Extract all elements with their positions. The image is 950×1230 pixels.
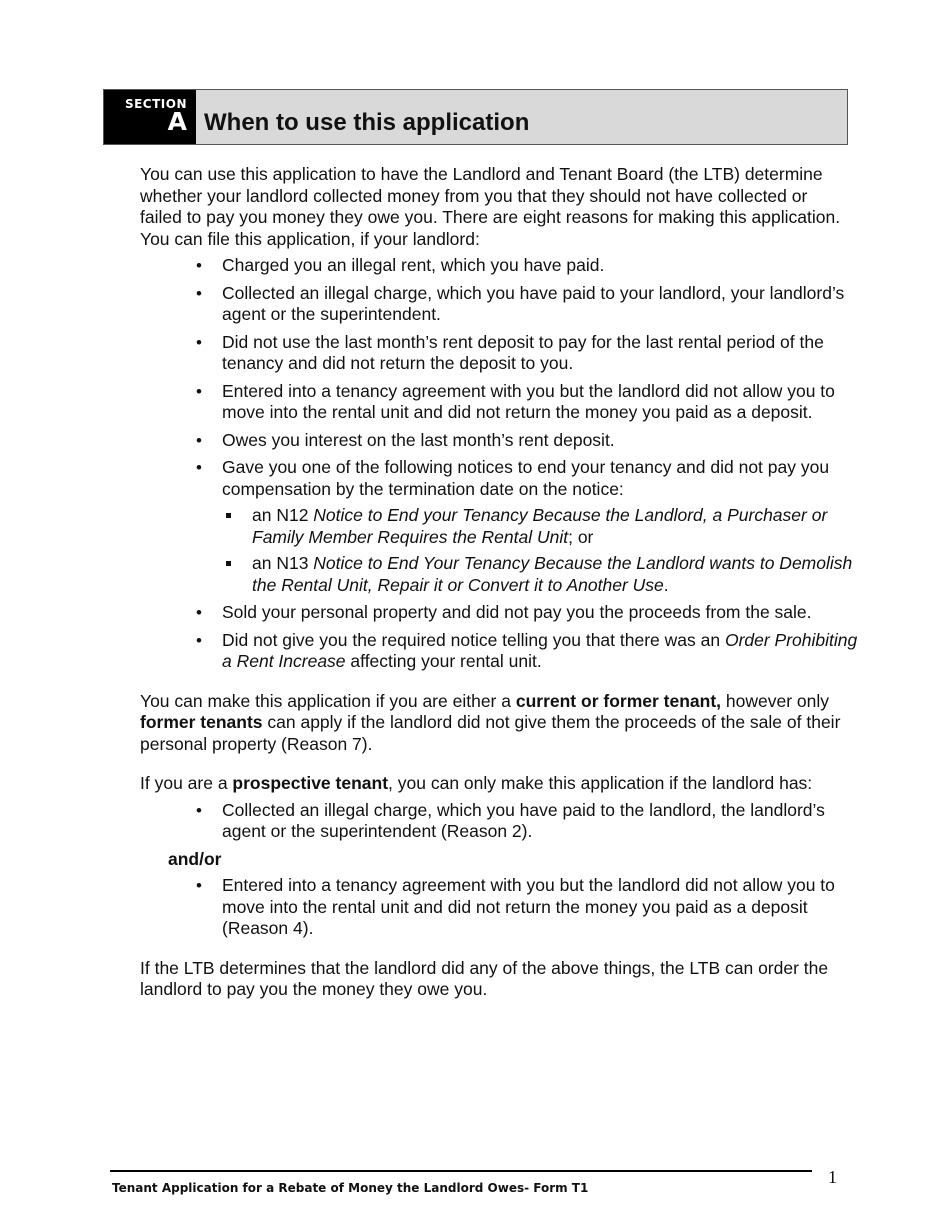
section-title: When to use this application: [204, 109, 530, 136]
section-tag: [104, 90, 196, 144]
page-number: 1: [828, 1167, 837, 1187]
bullet-icon: •: [196, 630, 202, 650]
notice-item-n12: an N12 Notice to End your Tenancy Because the Landlord, a Purchaser or Family Member Requires the Rental Unit; or: [222, 505, 860, 548]
reasons-list: [140, 255, 860, 673]
bullet-icon: •: [196, 800, 202, 820]
bullet-icon: •: [196, 381, 202, 401]
prospective-list-1: [140, 800, 860, 843]
square-bullet-icon: [226, 561, 231, 566]
footer-divider: [110, 1170, 812, 1172]
list-item: • Entered into a tenancy agreement with you but the landlord did not allow you to move into the rental unit and did not return the money you paid as a deposit (Reason 4).: [196, 875, 835, 938]
list-item: • Charged you an illegal rent, which you have paid.: [196, 255, 605, 275]
bullet-icon: •: [196, 256, 202, 275]
prospective-list-2: [140, 875, 860, 940]
section-label: SECTION: [124, 97, 187, 111]
notices-list: [222, 505, 860, 596]
list-item: • Entered into a tenancy agreement with you but the landlord did not allow you to move into the rental unit and did not return the money you paid as a deposit.: [196, 380, 835, 422]
bullet-icon: •: [196, 603, 202, 622]
closing-paragraph: If the LTB determines that the landlord did any of the above things, the LTB can order the landlord to pay you the money they owe you.: [140, 957, 829, 999]
prospective-paragraph: If you are a prospective tenant, you can only make this application if the landlord has:: [140, 773, 813, 793]
section-content: [140, 164, 860, 1001]
section-header: [103, 89, 848, 145]
intro-paragraph: You can use this application to have the Landlord and Tenant Board (the LTB) determine whether your landlord collected money from you that they should not have collected or failed to pay you money they owe you. There are eight reasons for making this application. You can file this application, if your landlord:: [140, 164, 841, 249]
tenant-paragraph: You can make this application if you are either a current or former tenant, however only former tenants can apply if the landlord did not give them the proceeds of the sale of their personal property (Reason 7).: [140, 690, 841, 754]
list-item: • Collected an illegal charge, which you have paid to the landlord, the landlord’s agent or the superintendent (Reason 2).: [196, 799, 825, 841]
section-letter: A: [167, 107, 187, 136]
square-bullet-icon: [226, 513, 231, 518]
list-item: • Sold your personal property and did not pay you the proceeds from the sale.: [196, 602, 812, 622]
bullet-icon: •: [196, 283, 202, 303]
bullet-icon: •: [196, 332, 202, 352]
bullet-icon: •: [196, 458, 202, 477]
list-item: • Collected an illegal charge, which you have paid to your landlord, your landlord’s agent or the superintendent.: [196, 282, 845, 324]
bullet-icon: •: [196, 430, 202, 450]
and-or-label: and/or: [168, 848, 222, 869]
list-item: • Gave you one of the following notices to end your tenancy and did not pay you compensation by the termination date on the notice: an N12 Notice to End your Tenancy Because the Landlord, a Purchaser or Family Member Requires the Rental Unit; or an N13 Notice to End Your Tenancy Because the Landlord wants to Demolish the Rental Unit, Repair it or Convert it to Another Use.: [140, 457, 860, 596]
footer-title: Tenant Application for a Rebate of Money the Landlord Owes- Form T1: [112, 1181, 589, 1195]
bullet-icon: •: [196, 876, 202, 895]
list-item: • Owes you interest on the last month’s rent deposit.: [196, 429, 615, 450]
list-item: • Did not give you the required notice telling you that there was an Order Prohibiting a Rent Increase affecting your rental unit.: [196, 629, 858, 671]
notice-item-n13: an N13 Notice to End Your Tenancy Because the Landlord wants to Demolish the Rental Unit, Repair it or Convert it to Another Use.: [222, 553, 860, 596]
list-item: • Did not use the last month’s rent deposit to pay for the last rental period of the tenancy and did not return the deposit to you.: [196, 331, 824, 373]
